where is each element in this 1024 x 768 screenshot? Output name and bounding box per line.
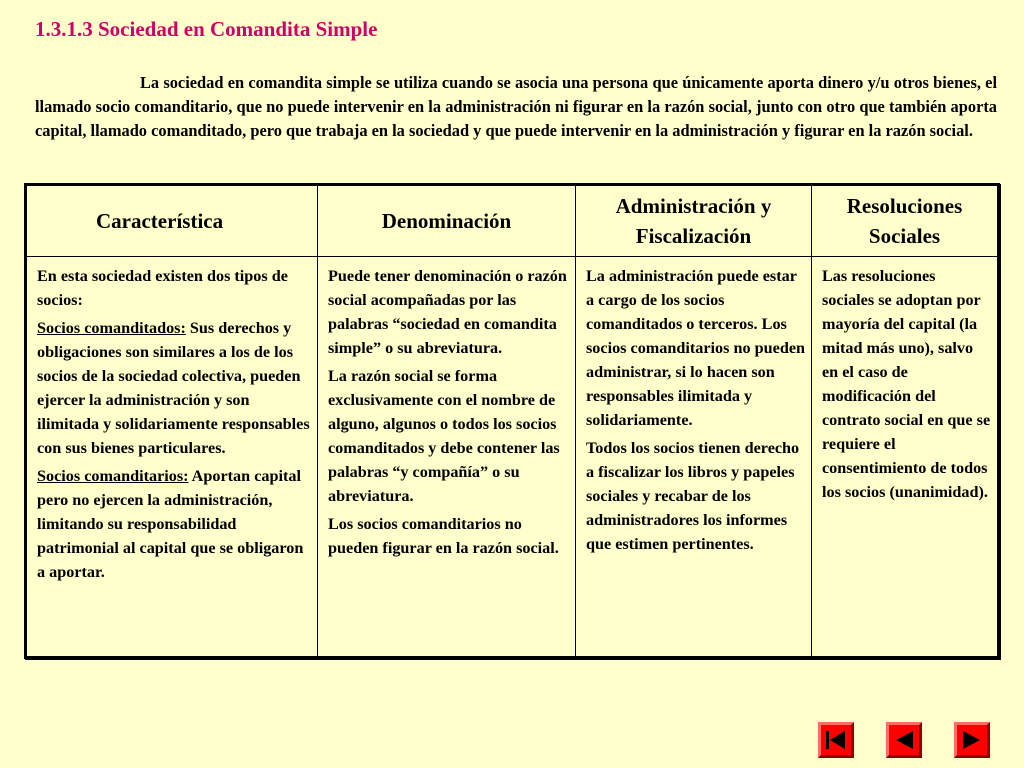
arrow-left-icon	[889, 725, 919, 755]
socios-comanditarios-text: Aportan capital pero no ejercen la administración, limitando su responsabilidad patrimonial al capital que se obligaron a aportar.	[37, 467, 304, 581]
cell-denominacion	[318, 257, 576, 657]
cell-paragraph: En esta sociedad existen dos tipos de socios:	[37, 267, 288, 309]
skip-back-icon	[821, 725, 851, 755]
table-row	[27, 257, 998, 657]
cell-paragraph: Los socios comanditarios no pueden figurar en la razón social.	[328, 515, 559, 557]
arrow-right-icon	[957, 725, 987, 755]
cell-resoluciones	[812, 257, 998, 657]
table-header-row	[27, 186, 998, 257]
cell-caracteristica	[27, 257, 318, 657]
header-administracion: Administración y Fiscalización	[576, 186, 812, 257]
header-denominacion: Denominación	[318, 186, 576, 257]
first-slide-button[interactable]	[818, 722, 854, 758]
intro-paragraph: La sociedad en comandita simple se utiliza cuando se asocia una persona que únicamente aporta dinero y/u otros bienes, el llamado socio comanditario, que no puede intervenir en la administración ni figurar en la razón social, junto con otro que también aporta capital, llamado comanditado, pero que trabaja en la sociedad y que puede intervenir en la administración y figurar en la razón social.	[35, 73, 997, 141]
slide-title: 1.3.1.3 Sociedad en Comandita Simple	[35, 17, 378, 41]
previous-slide-button[interactable]	[886, 722, 922, 758]
cell-administracion	[576, 257, 812, 657]
cell-paragraph: Todos los socios tienen derecho a fiscalizar los libros y papeles sociales y recabar de los administradores los informes que estimen pertinentes.	[586, 439, 800, 553]
cell-paragraph: Puede tener denominación o razón social acompañadas por las palabras “sociedad en comandita simple” o su abreviatura.	[328, 267, 567, 357]
header-caracteristica: Característica	[27, 186, 318, 257]
next-slide-button[interactable]	[954, 722, 990, 758]
cell-paragraph: La razón social se forma exclusivamente con el nombre de alguno, algunos o todos los socios comanditados y debe contener las palabras “y compañía” o su abreviatura.	[328, 367, 560, 505]
cell-paragraph: Las resoluciones sociales se adoptan por mayoría del capital (la mitad más uno), salvo en el caso de modificación del contrato social en que se requiere el consentimiento de todos los socios (unanimidad).	[822, 267, 991, 501]
cell-paragraph	[37, 316, 311, 460]
socios-comanditados-text: Sus derechos y obligaciones son similares a los de los socios de la sociedad colectiva, pueden ejercer la administración y son ilimitada y solidariamente responsables con sus bienes particulares.	[37, 319, 310, 457]
header-resoluciones: Resoluciones Sociales	[812, 186, 998, 257]
socios-comanditados-label: Socios comanditados:	[37, 319, 186, 337]
cell-paragraph	[37, 464, 311, 584]
comparison-table	[24, 183, 1000, 659]
cell-paragraph: La administración puede estar a cargo de los socios comanditados o terceros. Los socios comanditarios no pueden administrar, si lo hacen son responsables ilimitada y solidariamente.	[586, 267, 806, 429]
socios-comanditarios-label: Socios comanditarios:	[37, 467, 189, 485]
